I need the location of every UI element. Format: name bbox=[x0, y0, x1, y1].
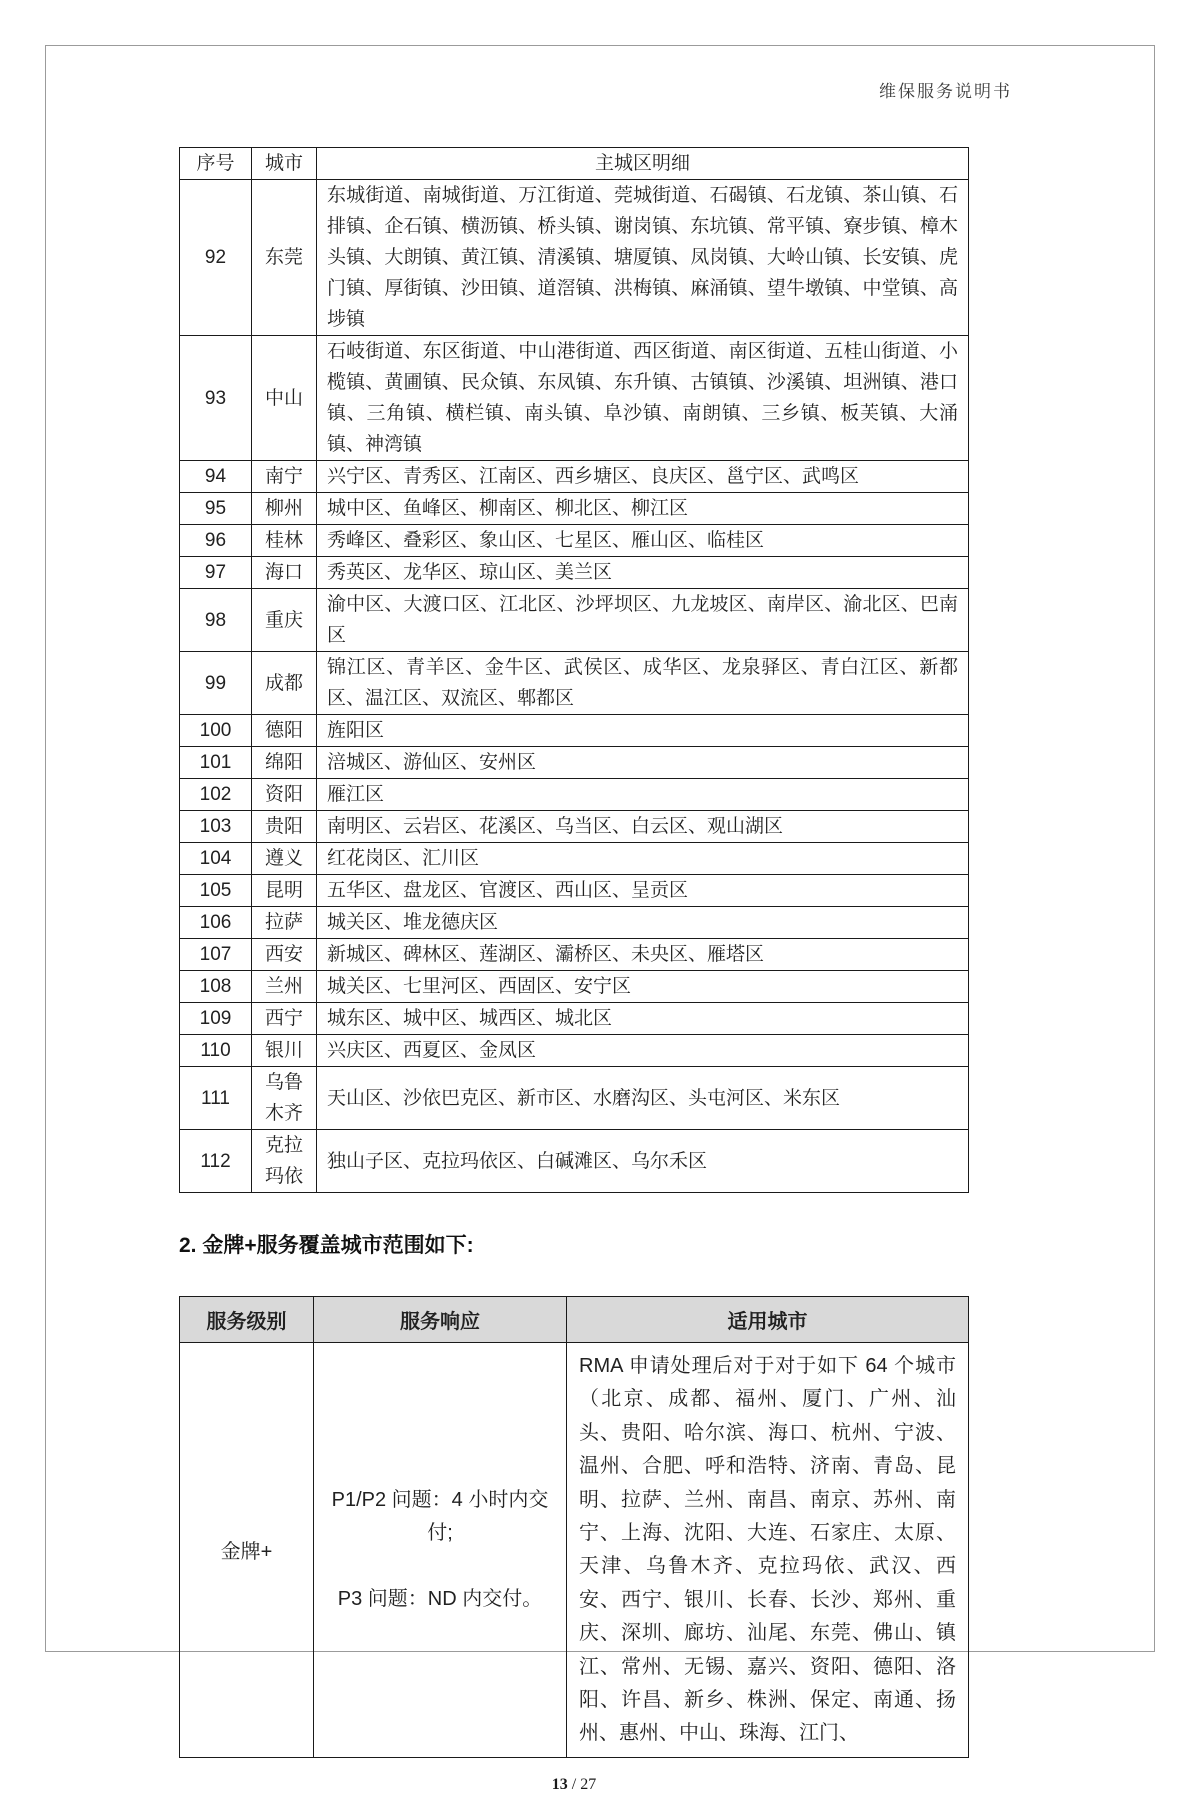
service-table-header-row bbox=[180, 1297, 969, 1343]
row-city-cell: 兰州 bbox=[252, 971, 317, 1003]
city-table-row bbox=[180, 747, 969, 779]
city-table-row bbox=[180, 180, 969, 336]
header-cell-districts: 主城区明细 bbox=[317, 148, 969, 180]
row-city-cell: 重庆 bbox=[252, 589, 317, 652]
row-districts-cell: 天山区、沙依巴克区、新市区、水磨沟区、头屯河区、米东区 bbox=[317, 1067, 969, 1130]
row-city-cell: 成都 bbox=[252, 652, 317, 715]
row-number-cell: 102 bbox=[180, 779, 252, 811]
service-coverage-table bbox=[179, 1296, 969, 1758]
row-city-cell: 昆明 bbox=[252, 875, 317, 907]
row-districts-cell: 兴庆区、西夏区、金凤区 bbox=[317, 1035, 969, 1067]
row-number-cell: 99 bbox=[180, 652, 252, 715]
row-districts-cell: 秀英区、龙华区、琼山区、美兰区 bbox=[317, 557, 969, 589]
page-number-current: 13 bbox=[551, 1775, 568, 1793]
row-districts-cell: 秀峰区、叠彩区、象山区、七星区、雁山区、临桂区 bbox=[317, 525, 969, 557]
row-districts-cell: 石岐街道、东区街道、中山港街道、西区街道、南区街道、五桂山街道、小榄镇、黄圃镇、民众镇、东凤镇、东升镇、古镇镇、沙溪镇、坦洲镇、港口镇、三角镇、横栏镇、南头镇、阜沙镇、南朗镇、三乡镇、板芙镇、大涌镇、神湾镇 bbox=[317, 336, 969, 461]
city-table-row bbox=[180, 493, 969, 525]
city-table-row bbox=[180, 1035, 969, 1067]
page-number-separator: / bbox=[571, 1775, 577, 1793]
row-districts-cell: 红花岗区、汇川区 bbox=[317, 843, 969, 875]
city-table-row bbox=[180, 336, 969, 461]
row-city-cell: 克拉玛依 bbox=[252, 1130, 317, 1193]
row-number-cell: 111 bbox=[180, 1067, 252, 1130]
row-city-cell: 西安 bbox=[252, 939, 317, 971]
row-city-cell: 贵阳 bbox=[252, 811, 317, 843]
row-number-cell: 105 bbox=[180, 875, 252, 907]
service-table-row bbox=[180, 1343, 969, 1758]
row-districts-cell: 锦江区、青羊区、金牛区、武侯区、成华区、龙泉驿区、青白江区、新都区、温江区、双流区、郫都区 bbox=[317, 652, 969, 715]
row-districts-cell: 独山子区、克拉玛依区、白碱滩区、乌尔禾区 bbox=[317, 1130, 969, 1193]
city-table-row bbox=[180, 843, 969, 875]
section-heading: 2. 金牌+服务覆盖城市范围如下: bbox=[179, 1234, 474, 1257]
row-city-cell: 南宁 bbox=[252, 461, 317, 493]
row-number-cell: 110 bbox=[180, 1035, 252, 1067]
row-number-cell: 92 bbox=[180, 180, 252, 336]
row-districts-cell: 城关区、七里河区、西固区、安宁区 bbox=[317, 971, 969, 1003]
row-number-cell: 108 bbox=[180, 971, 252, 1003]
row-city-cell: 桂林 bbox=[252, 525, 317, 557]
response-gap bbox=[326, 1550, 554, 1583]
row-number-cell: 98 bbox=[180, 589, 252, 652]
city-table-row bbox=[180, 589, 969, 652]
row-number-cell: 93 bbox=[180, 336, 252, 461]
row-city-cell: 德阳 bbox=[252, 715, 317, 747]
row-city-cell: 遵义 bbox=[252, 843, 317, 875]
row-number-cell: 96 bbox=[180, 525, 252, 557]
row-city-cell: 银川 bbox=[252, 1035, 317, 1067]
row-districts-cell: 涪城区、游仙区、安州区 bbox=[317, 747, 969, 779]
city-table-row bbox=[180, 875, 969, 907]
row-districts-cell: 东城街道、南城街道、万江街道、莞城街道、石碣镇、石龙镇、茶山镇、石排镇、企石镇、横沥镇、桥头镇、谢岗镇、东坑镇、常平镇、寮步镇、樟木头镇、大朗镇、黄江镇、清溪镇、塘厦镇、凤岗镇、大岭山镇、长安镇、虎门镇、厚街镇、沙田镇、道滘镇、洪梅镇、麻涌镇、望牛墩镇、中堂镇、高埗镇 bbox=[317, 180, 969, 336]
row-city-cell: 拉萨 bbox=[252, 907, 317, 939]
city-table-row bbox=[180, 1130, 969, 1193]
row-districts-cell: 南明区、云岩区、花溪区、乌当区、白云区、观山湖区 bbox=[317, 811, 969, 843]
row-districts-cell: 渝中区、大渡口区、江北区、沙坪坝区、九龙坡区、南岸区、渝北区、巴南区 bbox=[317, 589, 969, 652]
city-table-body bbox=[180, 180, 969, 1193]
header-cell-applicable-cities: 适用城市 bbox=[567, 1297, 969, 1343]
row-number-cell: 103 bbox=[180, 811, 252, 843]
page-footer bbox=[179, 1776, 969, 1794]
row-city-cell: 资阳 bbox=[252, 779, 317, 811]
row-districts-cell: 雁江区 bbox=[317, 779, 969, 811]
row-districts-cell: 新城区、碑林区、莲湖区、灞桥区、未央区、雁塔区 bbox=[317, 939, 969, 971]
city-table-row bbox=[180, 907, 969, 939]
page-number-total: 27 bbox=[580, 1775, 597, 1793]
row-districts-cell: 城关区、堆龙德庆区 bbox=[317, 907, 969, 939]
row-city-cell: 海口 bbox=[252, 557, 317, 589]
city-table-row bbox=[180, 715, 969, 747]
city-table-row bbox=[180, 779, 969, 811]
row-number-cell: 97 bbox=[180, 557, 252, 589]
response-line-p1p2: P1/P2 问题：4 小时内交付; bbox=[331, 1488, 549, 1544]
city-table-row bbox=[180, 971, 969, 1003]
row-city-cell: 西宁 bbox=[252, 1003, 317, 1035]
city-table-row bbox=[180, 557, 969, 589]
city-table-row bbox=[180, 652, 969, 715]
row-city-cell: 绵阳 bbox=[252, 747, 317, 779]
city-table-row bbox=[180, 1067, 969, 1130]
header-cell-service-level: 服务级别 bbox=[180, 1297, 314, 1343]
row-districts-cell: 城东区、城中区、城西区、城北区 bbox=[317, 1003, 969, 1035]
row-districts-cell: 兴宁区、青秀区、江南区、西乡塘区、良庆区、邕宁区、武鸣区 bbox=[317, 461, 969, 493]
row-number-cell: 104 bbox=[180, 843, 252, 875]
row-number-cell: 112 bbox=[180, 1130, 252, 1193]
row-number-cell: 106 bbox=[180, 907, 252, 939]
row-city-cell: 中山 bbox=[252, 336, 317, 461]
row-number-cell: 94 bbox=[180, 461, 252, 493]
row-city-cell: 乌鲁木齐 bbox=[252, 1067, 317, 1130]
page-frame bbox=[45, 45, 1155, 1793]
city-table-row bbox=[180, 525, 969, 557]
city-table-row bbox=[180, 939, 969, 971]
response-line-p3: P3 问题：ND 内交付。 bbox=[337, 1587, 543, 1610]
row-districts-cell: 旌阳区 bbox=[317, 715, 969, 747]
city-districts-table bbox=[179, 147, 969, 1193]
city-table-row bbox=[180, 461, 969, 493]
row-number-cell: 100 bbox=[180, 715, 252, 747]
city-table-row bbox=[180, 1003, 969, 1035]
header-cell-service-response: 服务响应 bbox=[314, 1297, 567, 1343]
service-response-cell bbox=[314, 1343, 567, 1758]
header-cell-city: 城市 bbox=[252, 148, 317, 180]
row-number-cell: 95 bbox=[180, 493, 252, 525]
service-level-cell: 金牌+ bbox=[180, 1343, 314, 1758]
header-cell-number: 序号 bbox=[180, 148, 252, 180]
row-districts-cell: 城中区、鱼峰区、柳南区、柳北区、柳江区 bbox=[317, 493, 969, 525]
row-districts-cell: 五华区、盘龙区、官渡区、西山区、呈贡区 bbox=[317, 875, 969, 907]
row-city-cell: 东莞 bbox=[252, 180, 317, 336]
applicable-cities-cell: RMA 申请处理后对于对于如下 64 个城市（北京、成都、福州、厦门、广州、汕头、贵阳、哈尔滨、海口、杭州、宁波、温州、合肥、呼和浩特、济南、青岛、昆明、拉萨、兰州、南昌、南京、苏州、南宁、上海、沈阳、大连、石家庄、太原、天津、乌鲁木齐、克拉玛依、武汉、西安、西宁、银川、长春、长沙、郑州、重庆、深圳、廊坊、汕尾、东莞、佛山、镇江、常州、无锡、嘉兴、资阳、德阳、洛阳、许昌、新乡、株洲、保定、南通、扬州、惠州、中山、珠海、江门、 bbox=[567, 1343, 969, 1758]
row-number-cell: 107 bbox=[180, 939, 252, 971]
row-number-cell: 101 bbox=[180, 747, 252, 779]
city-table-header-row bbox=[180, 148, 969, 180]
row-city-cell: 柳州 bbox=[252, 493, 317, 525]
page-content bbox=[179, 147, 969, 1794]
row-number-cell: 109 bbox=[180, 1003, 252, 1035]
doc-header-title: 维保服务说明书 bbox=[879, 82, 1012, 101]
city-table-row bbox=[180, 811, 969, 843]
